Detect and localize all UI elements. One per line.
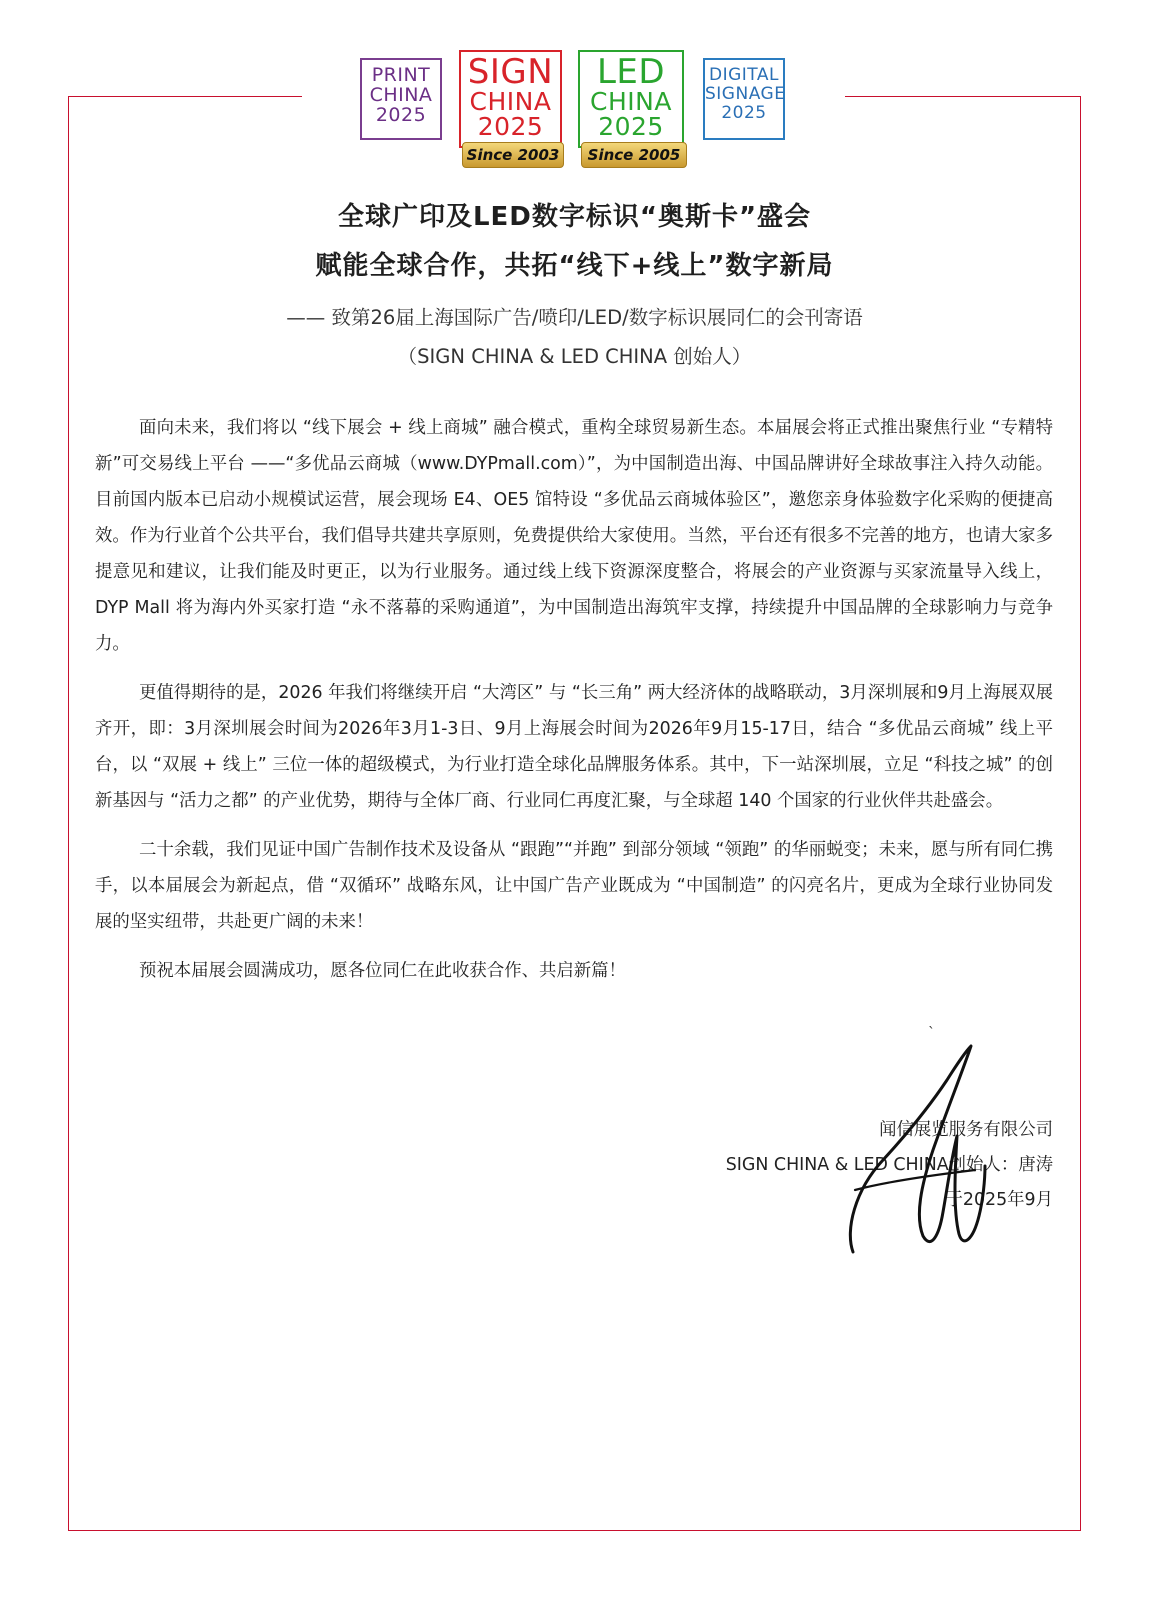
digital-signage-logo <box>703 58 785 140</box>
logo-text: 2025 <box>721 103 767 123</box>
led-china-logo <box>578 50 684 148</box>
logo-text: CHINA <box>590 87 672 116</box>
logo-text: CHINA <box>369 84 433 106</box>
since-2005-badge: Since 2005 <box>581 142 687 168</box>
sign-china-logo <box>459 50 562 148</box>
since-2003-badge: Since 2003 <box>462 142 564 168</box>
frame-bottom <box>68 1530 1081 1531</box>
frame-top-right <box>845 96 1081 97</box>
logo-text: 2025 <box>477 112 544 141</box>
logo-text: DIGITAL <box>709 65 779 85</box>
subtitle-line-1: —— 致第26届上海国际广告/喷印/LED/数字标识展同仁的会刊寄语 <box>286 306 863 329</box>
logo-text: 2025 <box>598 112 664 141</box>
signature-date: 于2025年9月 <box>945 1190 1053 1210</box>
decorative-mark: ˎ <box>928 1013 935 1029</box>
print-china-logo <box>360 58 442 140</box>
signature-founder: SIGN CHINA & LED CHINA创始人：唐涛 <box>725 1155 1053 1175</box>
title-line-2: 赋能全球合作，共拓“线下+线上”数字新局 <box>315 251 834 281</box>
frame-top-left <box>68 96 302 97</box>
logo-text: SIGNAGE <box>705 84 786 104</box>
logo-text: PRINT <box>371 64 431 86</box>
paragraph: 更值得期待的是，2026 年我们将继续开启 “大湾区” 与 “长三角” 两大经济体的战略联动，3月深圳展和9月上海展双展齐开，即：3月深圳展会时间为2026年3月1-3日、9月上海展会时间为2026年9月15-17日，结合 “多优品云商城” 线上平台，以 “双展 + 线上” 三位一体的超级模式，为行业打造全球化品牌服务体系。其中，下一站深圳展，立足 “科技之城” 的创新基因与 “活力之都” 的产业优势，期待与全体厂商、行业同仁再度汇聚，与全球超 140 个国家的行业伙伴共赴盛会。 <box>95 683 1053 811</box>
logo-text: SIGN <box>467 52 554 92</box>
subtitle-line-2: （SIGN CHINA & LED CHINA 创始人） <box>397 345 752 368</box>
signature-company: 闻信展览服务有限公司 <box>879 1120 1053 1140</box>
logo-text: 2025 <box>375 104 427 126</box>
logo-text: CHINA <box>469 87 552 116</box>
title-line-1: 全球广印及LED数字标识“奥斯卡”盛会 <box>337 202 812 232</box>
letter-body <box>95 410 1053 1002</box>
paragraph: 预祝本届展会圆满成功，愿各位同仁在此收获合作、共启新篇！ <box>139 961 626 981</box>
paragraph: 二十余载，我们见证中国广告制作技术及设备从 “跟跑”“并跑” 到部分领域 “领跑” 的华丽蜕变；未来，愿与所有同仁携手，以本届展会为新起点，借 “双循环” 战略东风，让中国广告产业既成为 “中国制造” 的闪亮名片，更成为全球行业协同发展的坚实纽带，共赴更广阔的未来！ <box>95 840 1053 932</box>
logo-text: LED <box>596 52 666 92</box>
handwritten-signature <box>835 1040 995 1265</box>
paragraph: 面向未来，我们将以 “线下展会 + 线上商城” 融合模式，重构全球贸易新生态。本届展会将正式推出聚焦行业 “专精特新”可交易线上平台 ——“多优品云商城（www.DYPmall.com）”，为中国制造出海、中国品牌讲好全球故事注入持久动能。目前国内版本已启动小规模试运营，展会现场 E4、OE5 馆特设 “多优品云商城体验区”，邀您亲身体验数字化采购的便捷高效。作为行业首个公共平台，我们倡导共建共享原则，免费提供给大家使用。当然，平台还有很多不完善的地方，也请大家多提意见和建议，让我们能及时更正，以为行业服务。通过线上线下资源深度整合，将展会的产业资源与买家流量导入线上，DYP Mall 将为海内外买家打造 “永不落幕的采购通道”，为中国制造出海筑牢支撑，持续提升中国品牌的全球影响力与竞争力。 <box>95 418 1053 654</box>
